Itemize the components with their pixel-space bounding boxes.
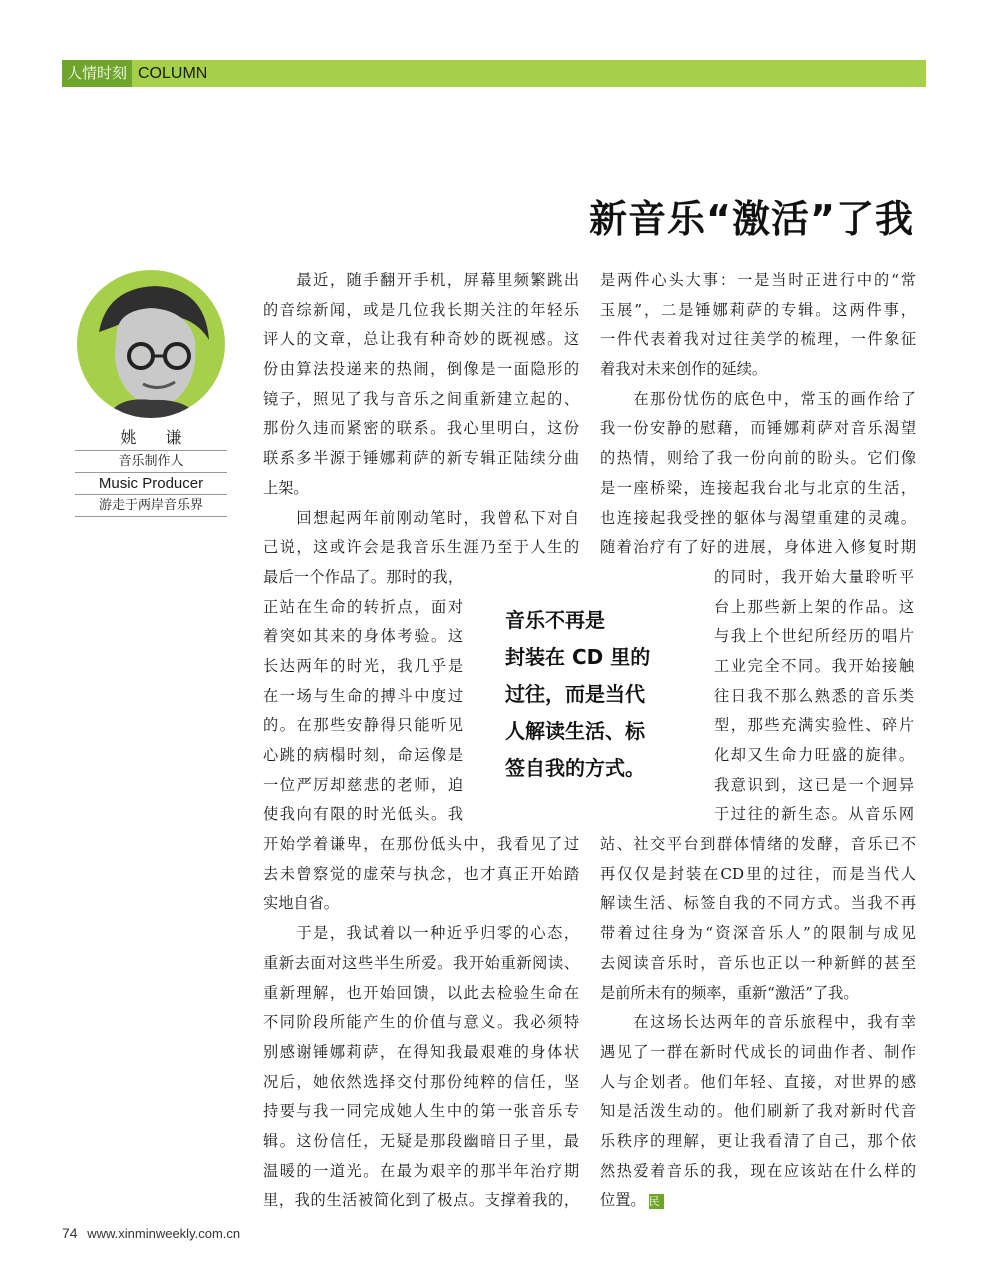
text-line: 最近，随手翻开手机，屏幕里频繁跳出: [263, 271, 579, 289]
text-line: 人与企划者。他们年轻、直接，对世界的感: [600, 1072, 916, 1091]
text-line: 的音综新闻，或是几位我长期关注的年轻乐: [263, 300, 579, 319]
text-line: 不同阶段所能产生的价值与意义。我必须特: [263, 1013, 579, 1032]
text-line: 化却又生命力旺盛的旋律。: [714, 746, 914, 764]
text-line: 往日我不那么熟悉的音乐类: [714, 686, 914, 705]
text-line: 况后，她依然选择交付那份纯粹的信任，坚: [263, 1072, 579, 1091]
author-portrait-icon: [77, 270, 225, 418]
author-tagline: 游走于两岸音乐界: [75, 494, 227, 517]
text-line: 在这场长达两年的音乐旅程中，我有幸: [600, 1013, 916, 1032]
text-line: 心跳的病榻时刻，命运像是: [263, 746, 463, 764]
text-line: 知是活泼生动的。他们刷新了我对新时代音: [600, 1102, 916, 1121]
author-avatar: [77, 270, 225, 418]
text-line: 去未曾察觉的虚荣与执念，也才真正开始踏: [263, 864, 579, 883]
page-number: 74: [62, 1225, 78, 1241]
text-line: 己说，这或许会是我音乐生涯乃至于人生的: [263, 538, 579, 557]
text-line: 一位严厉却慈悲的老师，迫: [263, 775, 463, 794]
text-line: 随着治疗有了好的进展，身体进入修复时期: [600, 538, 916, 557]
text-line: 里，我的生活被简化到了极点。支撑着我的，: [263, 1191, 579, 1210]
footer-url[interactable]: www.xinminweekly.com.cn: [87, 1226, 241, 1241]
page-footer: [62, 1225, 240, 1241]
text-line: 我意识到，这已是一个迥异: [714, 775, 914, 794]
text-line: 遇见了一群在新时代成长的词曲作者、制作: [600, 1042, 916, 1061]
text-line: 在一场与生命的搏斗中度过: [263, 686, 463, 705]
text-line: 最后一个作品了。那时的我，: [263, 567, 463, 586]
text-line: 台上那些新上架的作品。这: [714, 597, 914, 616]
text-line: 开始学着谦卑，在那份低头中，我看见了过: [263, 835, 579, 854]
text-line: 回想起两年前刚动笔时，我曾私下对自: [263, 508, 579, 527]
text-line: 解读生活、标签自我的不同方式。当我不再: [600, 894, 916, 913]
text-line: 然热爱着音乐的我，现在应该站在什么样的: [600, 1161, 916, 1180]
text-line: 正站在生命的转折点，面对: [263, 597, 463, 616]
pull-quote-line: 过往，而是当代: [505, 682, 645, 706]
text-line: 乐秩序的理解，更让我看清了自己，那个依: [600, 1131, 916, 1150]
text-line: 是两件心头大事：一是当时正进行中的“常: [600, 271, 916, 289]
text-line: 玉展”，二是锤娜莉萨的专辑。这两件事，: [600, 300, 916, 319]
author-name: 姚 谦: [120, 428, 194, 447]
text-line: 的。在那些安静得只能听见: [263, 716, 463, 735]
pull-quote: [487, 586, 687, 792]
pull-quote-line: 音乐不再是: [505, 608, 605, 632]
text-line: 在那份忧伤的底色中，常玉的画作给了: [600, 389, 916, 408]
text-line: 再仅仅是封装在CD里的过往，而是当代人: [600, 864, 916, 883]
author-box: [75, 426, 227, 517]
text-line: 我一份安静的慰藉，而锤娜莉萨对音乐渴望: [600, 419, 916, 438]
text-line: 使我向有限的时光低头。我: [263, 805, 463, 824]
pull-quote-line: 人解读生活、标: [505, 719, 645, 743]
text-line: 着突如其来的身体考验。这: [263, 627, 463, 646]
text-line: 镜子，照见了我与音乐之间重新建立起的、: [263, 389, 579, 408]
author-role-en: Music Producer: [75, 472, 227, 494]
text-line: 工业完全不同。我开始接触: [714, 656, 914, 675]
text-line: 一件代表着我对过往美学的梳理，一件象征: [600, 330, 916, 349]
text-line: 上架。: [263, 478, 309, 497]
text-line: 带着过往身为“资深音乐人”的限制与成见: [600, 924, 916, 943]
text-line: [600, 1186, 916, 1216]
text-line: 的热情，则给了我一份向前的盼头。它们像: [600, 449, 916, 468]
text-line: 于是，我试着以一种近乎归零的心态，: [263, 924, 579, 943]
text-line: 与我上个世纪所经历的唱片: [714, 627, 914, 646]
text-line: 重新去面对这些半生所爱。我开始重新阅读、: [263, 953, 579, 972]
text-line: 温暖的一道光。在最为艰辛的那半年治疗期: [263, 1161, 579, 1180]
text-line: 重新理解，也开始回馈，以此去检验生命在: [263, 983, 579, 1002]
text-line: 是一座桥梁，连接起我台北与北京的生活，: [600, 478, 916, 497]
section-band: [62, 60, 926, 87]
text-line: 实地自省。: [263, 894, 339, 913]
section-label-en: COLUMN: [138, 65, 208, 82]
section-label-cn: 人情时刻: [62, 60, 132, 87]
text-line: 着我对未来创作的延续。: [600, 360, 768, 379]
text-line: 辑。这份信任，无疑是那段幽暗日子里，最: [263, 1131, 579, 1150]
text-line: 联系多半源于锤娜莉萨的新专辑正陆续分曲: [263, 449, 579, 468]
text-line: 于过往的新生态。从音乐网: [714, 805, 914, 824]
text-line: 持要与我一同完成她人生中的第一张音乐专: [263, 1102, 579, 1121]
author-role: 音乐制作人: [75, 450, 227, 472]
text-line: 的同时，我开始大量聆听平: [714, 567, 914, 586]
text-line: 也连接起我受挫的躯体与渴望重建的灵魂。: [600, 508, 916, 527]
text-line: 评人的文章，总让我有种奇妙的既视感。这: [263, 330, 579, 349]
text-line: 那份久违而紧密的联系。我心里明白，这份: [263, 419, 579, 438]
end-mark-icon: 民: [649, 1194, 664, 1209]
text-line: 站、社交平台到群体情绪的发酵，音乐已不: [600, 835, 916, 854]
text-line: 去阅读音乐时，音乐也正以一种新鲜的甚至: [600, 953, 916, 972]
text-line: 长达两年的时光，我几乎是: [263, 656, 463, 675]
text-line: 别感谢锤娜莉萨，在得知我最艰难的身体状: [263, 1042, 579, 1061]
pull-quote-line: 封装在 CD 里的: [505, 645, 651, 669]
pull-quote-line: 签自我的方式。: [505, 756, 645, 780]
text-line: 是前所未有的频率，重新“激活”了我。: [600, 983, 859, 1002]
article-title: 新音乐“激活”了我: [589, 197, 914, 241]
text-line: 份由算法投递来的热闹，倒像是一面隐形的: [263, 360, 579, 379]
last-line-text: 位置。: [600, 1191, 646, 1210]
text-line: 型，那些充满实验性、碎片: [714, 716, 914, 735]
